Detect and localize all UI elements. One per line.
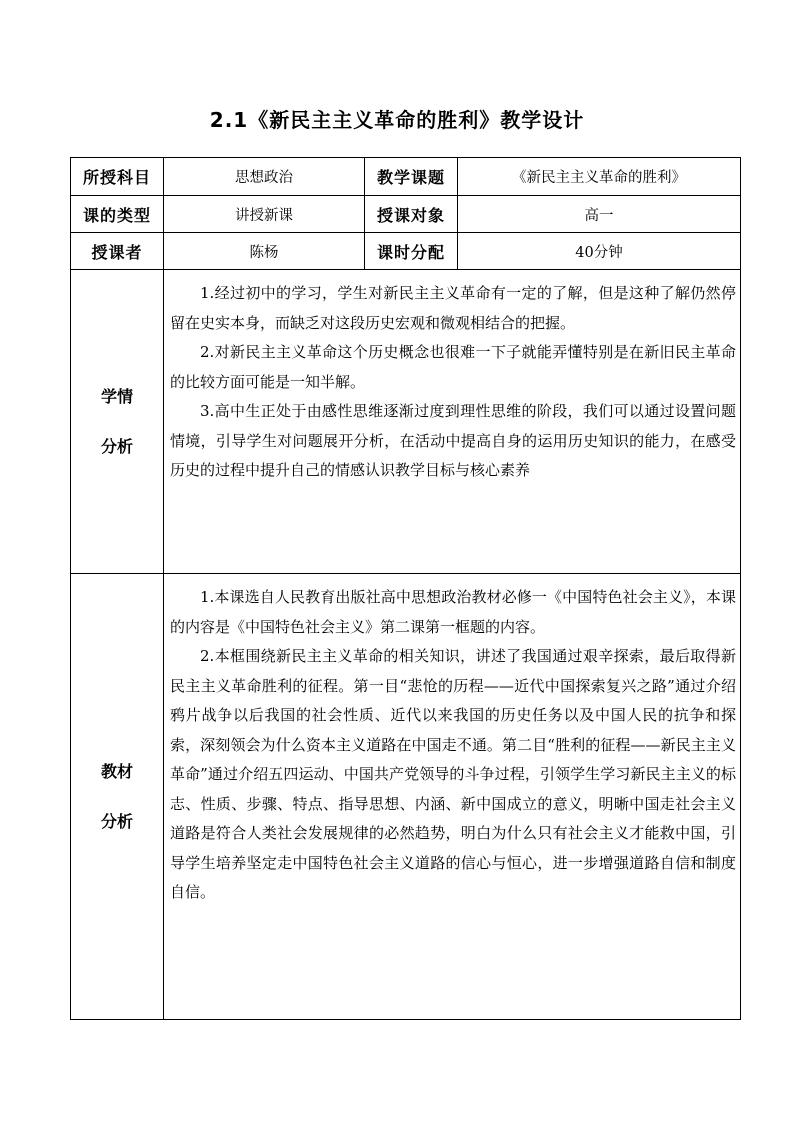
textbook-analysis-content — [164, 574, 741, 1020]
lesson-plan-table — [70, 157, 741, 1020]
teacher-value: 陈杨 — [164, 233, 365, 270]
learner-analysis-row — [71, 270, 741, 574]
textbook-analysis-label-line1: 教材 — [100, 761, 133, 781]
textbook-analysis-row — [71, 574, 741, 1020]
textbook-analysis-label — [71, 574, 164, 1020]
audience-value: 高一 — [458, 196, 741, 233]
lesson-type-value: 讲授新课 — [164, 196, 365, 233]
table-row — [71, 196, 741, 233]
time-allocation-value: 40分钟 — [458, 233, 741, 270]
subject-label: 所授科目 — [71, 158, 164, 196]
learner-paragraph-1: 1.经过初中的学习，学生对新民主主义革命有一定的了解，但是这种了解仍然停留在史实本身，而缺乏对这段历史宏观和微观相结合的把握。 — [170, 284, 736, 332]
lesson-type-label: 课的类型 — [71, 196, 164, 233]
learner-analysis-label-line2: 分析 — [100, 436, 133, 456]
textbook-paragraph-2: 2.本框围绕新民主主义革命的相关知识，讲述了我国通过艰辛探索，最后取得新民主主义革命胜利的征程。第一目“悲怆的历程——近代中国探索复兴之路”通过介绍鸦片战争以后我国的社会性质、近代以来我国的历史任务以及中国人民的抗争和探索，深刻领会为什么资本主义道路在中国走不通。第二目“胜利的征程——新民主主义革命”通过介绍五四运动、中国共产党领导的斗争过程，引领学生学习新民主主义的标志、性质、步骤、特点、指导思想、内涵、新中国成立的意义，明晰中国走社会主义道路是符合人类社会发展规律的必然趋势，明白为什么只有社会主义才能救中国，引导学生培养坚定走中国特色社会主义道路的信心与恒心，进一步增强道路自信和制度自信。 — [170, 647, 736, 901]
learner-analysis-content — [164, 270, 741, 574]
learner-analysis-label-line1: 学情 — [100, 386, 133, 406]
learner-analysis-label — [71, 270, 164, 574]
time-allocation-label: 课时分配 — [365, 233, 458, 270]
document-title: 2.1《新民主主义革命的胜利》教学设计 — [209, 108, 585, 132]
learner-paragraph-3: 3.高中生正处于由感性思维逐渐过度到理性思维的阶段，我们可以通过设置问题情境，引导学生对问题展开分析，在活动中提高自身的运用历史知识的能力，在感受历史的过程中提升自己的情感认识教学目标与核心素养 — [170, 402, 736, 479]
table-row — [71, 158, 741, 196]
topic-label: 教学课题 — [365, 158, 458, 196]
subject-value: 思想政治 — [164, 158, 365, 196]
textbook-analysis-label-line2: 分析 — [100, 811, 133, 831]
table-row — [71, 233, 741, 270]
audience-label: 授课对象 — [365, 196, 458, 233]
textbook-paragraph-1: 1.本课选自人民教育出版社高中思想政治教材必修一《中国特色社会主义》，本课的内容是《中国特色社会主义》第二课第一框题的内容。 — [170, 588, 736, 636]
teacher-label: 授课者 — [71, 233, 164, 270]
learner-paragraph-2: 2.对新民主主义革命这个历史概念也很难一下子就能弄懂特别是在新旧民主革命的比较方面可能是一知半解。 — [170, 343, 736, 391]
topic-value: 《新民主主义革命的胜利》 — [458, 158, 741, 196]
